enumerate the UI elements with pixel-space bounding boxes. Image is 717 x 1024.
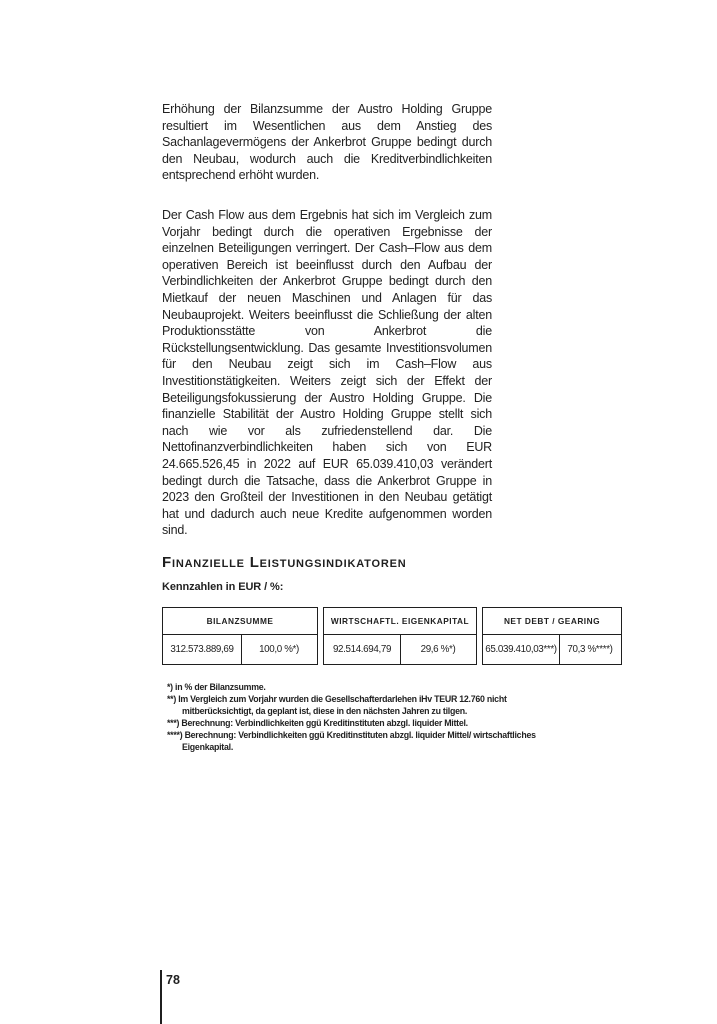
table-header-net-debt-gearing: NET DEBT / GEARING	[483, 608, 621, 635]
footnote-2: **) Im Vergleich zum Vorjahr wurden die Gesellschafterdarlehen iHv TEUR 12.760 nicht mitberücksichtigt, da geplant ist, diese in den nächsten Jahren zu tilgen.	[167, 694, 507, 716]
table-cell-bilanzsumme-amount: 312.573.889,69	[163, 635, 242, 664]
table-group-eigenkapital	[323, 607, 477, 665]
page-margin-rule	[160, 970, 162, 1024]
table-cell-bilanzsumme-percent: 100,0 %*)	[259, 644, 299, 655]
table-group-bilanzsumme	[162, 607, 318, 665]
table-row	[163, 635, 317, 664]
table-cell-gearing-percent: 70,3 %****)	[567, 644, 613, 655]
kpi-table	[162, 607, 622, 665]
section-subheading-kennzahlen: Kennzahlen in EUR / %:	[162, 581, 284, 593]
body-paragraph-balance-sheet: Erhöhung der Bilanzsumme der Austro Holding Gruppe resultiert im Wesentlichen aus dem Anstieg des Sachanlagevermögens der Ankerbrot Gruppe bedingt durch den Neubau, wodurch auch die Kreditverbindlichkeiten entsprechend erhöht wurden.	[162, 102, 492, 183]
page-number: 78	[166, 973, 180, 987]
footnotes-block	[167, 681, 539, 753]
table-cell-eigenkapital-percent: 29,6 %*)	[420, 644, 456, 655]
footnote-1: *) in % der Bilanzsumme.	[167, 682, 266, 692]
body-paragraph-cash-flow: Der Cash Flow aus dem Ergebnis hat sich im Vergleich zum Vorjahr bedingt durch die operativen Ergebnisse der einzelnen Beteiligungen verringert. Der Cash–Flow aus dem operativen Bereich ist beeinflusst durch den Aufbau der Verbindlichkeiten der Ankerbrot Gruppe bedingt durch den Mietkauf der neuen Maschinen und Anlagen für das Neubauprojekt. Weiters beeinflusst die Schließung der alten Produktionsstätte von Ankerbrot die Rückstellungsentwicklung. Das gesamte Investitionsvolumen für den Neubau zeigt sich im Cash–Flow aus Investitionstätigkeiten. Weiters zeigt sich der Effekt der Beteiligungsfokussierung der Austro Holding Gruppe. Die finanzielle Stabilität der Austro Holding Gruppe stellt sich nach wie vor als zufriedenstellend dar. Die Nettofinanzverbindlichkeiten haben sich von EUR 24.665.526,45 in 2022 auf EUR 65.039.410,03 verändert bedingt durch die Tatsache, dass die Ankerbrot Gruppe in 2023 den Großteil der Investitionen in den Neubau getätigt hat und dadurch auch neue Kredite aufgenommen worden sind.	[162, 208, 492, 538]
table-cell-net-debt-amount: 65.039.410,03***)	[483, 635, 560, 664]
footnote-4: ****) Berechnung: Verbindlichkeiten ggü Kreditinstituten abzgl. liquider Mittel/ wirtschaftliches Eigenkapital.	[167, 730, 536, 752]
table-header-bilanzsumme: BILANZSUMME	[163, 608, 317, 635]
table-group-net-debt-gearing	[482, 607, 622, 665]
section-heading-financial-indicators: Finanzielle Leistungsindikatoren	[162, 554, 407, 571]
table-cell-eigenkapital-amount: 92.514.694,79	[324, 635, 401, 664]
table-row	[483, 635, 621, 664]
table-header-eigenkapital: WIRTSCHAFTL. EIGENKAPITAL	[324, 608, 476, 635]
table-row	[324, 635, 476, 664]
footnote-3: ***) Berechnung: Verbindlichkeiten ggü Kreditinstituten abzgl. liquider Mittel.	[167, 718, 468, 728]
